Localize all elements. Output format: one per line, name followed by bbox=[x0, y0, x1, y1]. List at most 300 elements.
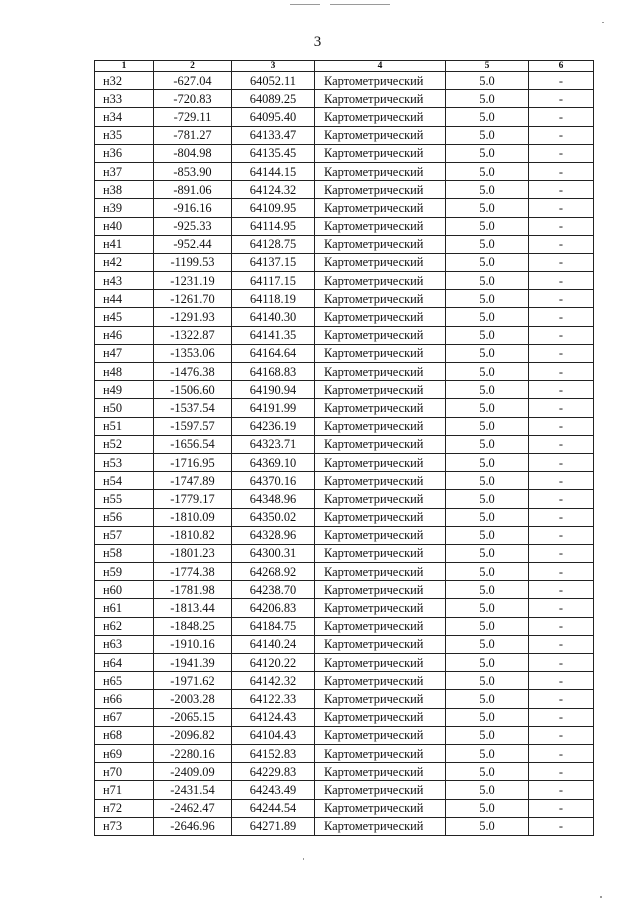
table-row bbox=[95, 199, 594, 217]
point-id-cell: н42 bbox=[95, 253, 154, 271]
method-cell: Картометрический bbox=[315, 672, 446, 690]
method-cell: Картометрический bbox=[315, 108, 446, 126]
point-id-cell: н38 bbox=[95, 181, 154, 199]
y-coordinate-cell: 64300.31 bbox=[232, 544, 315, 562]
note-cell: - bbox=[529, 563, 594, 581]
y-coordinate-cell: 64124.43 bbox=[232, 708, 315, 726]
point-id-cell: н54 bbox=[95, 472, 154, 490]
note-cell: - bbox=[529, 308, 594, 326]
table-row bbox=[95, 253, 594, 271]
y-coordinate-cell: 64238.70 bbox=[232, 581, 315, 599]
point-id-cell: н69 bbox=[95, 744, 154, 762]
y-coordinate-cell: 64152.83 bbox=[232, 744, 315, 762]
note-cell: - bbox=[529, 108, 594, 126]
y-coordinate-cell: 64089.25 bbox=[232, 90, 315, 108]
table-row bbox=[95, 381, 594, 399]
x-coordinate-cell: -2003.28 bbox=[154, 690, 232, 708]
method-cell: Картометрический bbox=[315, 235, 446, 253]
method-cell: Картометрический bbox=[315, 144, 446, 162]
accuracy-cell: 5.0 bbox=[446, 726, 529, 744]
accuracy-cell: 5.0 bbox=[446, 690, 529, 708]
method-cell: Картометрический bbox=[315, 453, 446, 471]
column-header-2: 2 bbox=[154, 61, 232, 72]
method-cell: Картометрический bbox=[315, 581, 446, 599]
y-coordinate-cell: 64133.47 bbox=[232, 126, 315, 144]
method-cell: Картометрический bbox=[315, 526, 446, 544]
column-header-4: 4 bbox=[315, 61, 446, 72]
method-cell: Картометрический bbox=[315, 90, 446, 108]
method-cell: Картометрический bbox=[315, 417, 446, 435]
y-coordinate-cell: 64191.99 bbox=[232, 399, 315, 417]
note-cell: - bbox=[529, 708, 594, 726]
x-coordinate-cell: -1291.93 bbox=[154, 308, 232, 326]
column-header-6: 6 bbox=[529, 61, 594, 72]
point-id-cell: н55 bbox=[95, 490, 154, 508]
method-cell: Картометрический bbox=[315, 217, 446, 235]
point-id-cell: н70 bbox=[95, 763, 154, 781]
note-cell: - bbox=[529, 162, 594, 180]
x-coordinate-cell: -891.06 bbox=[154, 181, 232, 199]
scan-mark-right bbox=[602, 22, 604, 23]
point-id-cell: н58 bbox=[95, 544, 154, 562]
x-coordinate-cell: -1597.57 bbox=[154, 417, 232, 435]
note-cell: - bbox=[529, 763, 594, 781]
point-id-cell: н52 bbox=[95, 435, 154, 453]
table-row bbox=[95, 781, 594, 799]
x-coordinate-cell: -1774.38 bbox=[154, 563, 232, 581]
accuracy-cell: 5.0 bbox=[446, 272, 529, 290]
note-cell: - bbox=[529, 817, 594, 835]
x-coordinate-cell: -1506.60 bbox=[154, 381, 232, 399]
table-row bbox=[95, 526, 594, 544]
y-coordinate-cell: 64140.30 bbox=[232, 308, 315, 326]
method-cell: Картометрический bbox=[315, 399, 446, 417]
x-coordinate-cell: -2280.16 bbox=[154, 744, 232, 762]
method-cell: Картометрический bbox=[315, 799, 446, 817]
note-cell: - bbox=[529, 581, 594, 599]
table-row bbox=[95, 599, 594, 617]
note-cell: - bbox=[529, 799, 594, 817]
x-coordinate-cell: -1810.82 bbox=[154, 526, 232, 544]
x-coordinate-cell: -2431.54 bbox=[154, 781, 232, 799]
accuracy-cell: 5.0 bbox=[446, 617, 529, 635]
table-row bbox=[95, 217, 594, 235]
y-coordinate-cell: 64114.95 bbox=[232, 217, 315, 235]
accuracy-cell: 5.0 bbox=[446, 435, 529, 453]
y-coordinate-cell: 64135.45 bbox=[232, 144, 315, 162]
table-row bbox=[95, 308, 594, 326]
point-id-cell: н64 bbox=[95, 654, 154, 672]
page-number: 3 bbox=[313, 34, 322, 50]
accuracy-cell: 5.0 bbox=[446, 581, 529, 599]
note-cell: - bbox=[529, 399, 594, 417]
note-cell: - bbox=[529, 654, 594, 672]
method-cell: Картометрический bbox=[315, 817, 446, 835]
accuracy-cell: 5.0 bbox=[446, 72, 529, 90]
accuracy-cell: 5.0 bbox=[446, 453, 529, 471]
note-cell: - bbox=[529, 363, 594, 381]
method-cell: Картометрический bbox=[315, 472, 446, 490]
note-cell: - bbox=[529, 781, 594, 799]
x-coordinate-cell: -1910.16 bbox=[154, 635, 232, 653]
note-cell: - bbox=[529, 290, 594, 308]
x-coordinate-cell: -2646.96 bbox=[154, 817, 232, 835]
point-id-cell: н57 bbox=[95, 526, 154, 544]
y-coordinate-cell: 64370.16 bbox=[232, 472, 315, 490]
table-row bbox=[95, 453, 594, 471]
y-coordinate-cell: 64190.94 bbox=[232, 381, 315, 399]
accuracy-cell: 5.0 bbox=[446, 508, 529, 526]
point-id-cell: н71 bbox=[95, 781, 154, 799]
point-id-cell: н67 bbox=[95, 708, 154, 726]
point-id-cell: н51 bbox=[95, 417, 154, 435]
accuracy-cell: 5.0 bbox=[446, 654, 529, 672]
note-cell: - bbox=[529, 381, 594, 399]
method-cell: Картометрический bbox=[315, 726, 446, 744]
point-id-cell: н60 bbox=[95, 581, 154, 599]
accuracy-cell: 5.0 bbox=[446, 344, 529, 362]
x-coordinate-cell: -925.33 bbox=[154, 217, 232, 235]
note-cell: - bbox=[529, 690, 594, 708]
point-id-cell: н65 bbox=[95, 672, 154, 690]
table-row bbox=[95, 690, 594, 708]
accuracy-cell: 5.0 bbox=[446, 381, 529, 399]
note-cell: - bbox=[529, 217, 594, 235]
note-cell: - bbox=[529, 617, 594, 635]
y-coordinate-cell: 64243.49 bbox=[232, 781, 315, 799]
accuracy-cell: 5.0 bbox=[446, 217, 529, 235]
method-cell: Картометрический bbox=[315, 781, 446, 799]
accuracy-cell: 5.0 bbox=[446, 363, 529, 381]
accuracy-cell: 5.0 bbox=[446, 708, 529, 726]
point-id-cell: н63 bbox=[95, 635, 154, 653]
point-id-cell: н32 bbox=[95, 72, 154, 90]
accuracy-cell: 5.0 bbox=[446, 635, 529, 653]
x-coordinate-cell: -1476.38 bbox=[154, 363, 232, 381]
note-cell: - bbox=[529, 599, 594, 617]
note-cell: - bbox=[529, 453, 594, 471]
point-id-cell: н45 bbox=[95, 308, 154, 326]
table-row bbox=[95, 508, 594, 526]
note-cell: - bbox=[529, 672, 594, 690]
method-cell: Картометрический bbox=[315, 508, 446, 526]
method-cell: Картометрический bbox=[315, 272, 446, 290]
accuracy-cell: 5.0 bbox=[446, 162, 529, 180]
point-id-cell: н72 bbox=[95, 799, 154, 817]
accuracy-cell: 5.0 bbox=[446, 235, 529, 253]
point-id-cell: н49 bbox=[95, 381, 154, 399]
method-cell: Картометрический bbox=[315, 381, 446, 399]
x-coordinate-cell: -1971.62 bbox=[154, 672, 232, 690]
point-id-cell: н50 bbox=[95, 399, 154, 417]
table-row bbox=[95, 90, 594, 108]
point-id-cell: н34 bbox=[95, 108, 154, 126]
method-cell: Картометрический bbox=[315, 435, 446, 453]
y-coordinate-cell: 64124.32 bbox=[232, 181, 315, 199]
x-coordinate-cell: -853.90 bbox=[154, 162, 232, 180]
y-coordinate-cell: 64328.96 bbox=[232, 526, 315, 544]
point-id-cell: н46 bbox=[95, 326, 154, 344]
method-cell: Картометрический bbox=[315, 599, 446, 617]
note-cell: - bbox=[529, 726, 594, 744]
method-cell: Картометрический bbox=[315, 690, 446, 708]
note-cell: - bbox=[529, 417, 594, 435]
note-cell: - bbox=[529, 126, 594, 144]
table-row bbox=[95, 435, 594, 453]
x-coordinate-cell: -1322.87 bbox=[154, 326, 232, 344]
note-cell: - bbox=[529, 181, 594, 199]
note-cell: - bbox=[529, 90, 594, 108]
point-id-cell: н33 bbox=[95, 90, 154, 108]
point-id-cell: н35 bbox=[95, 126, 154, 144]
table-row bbox=[95, 654, 594, 672]
table-row bbox=[95, 708, 594, 726]
table-row bbox=[95, 581, 594, 599]
point-id-cell: н40 bbox=[95, 217, 154, 235]
table-body bbox=[95, 72, 594, 836]
method-cell: Картометрический bbox=[315, 563, 446, 581]
note-cell: - bbox=[529, 635, 594, 653]
y-coordinate-cell: 64350.02 bbox=[232, 508, 315, 526]
method-cell: Картометрический bbox=[315, 290, 446, 308]
accuracy-cell: 5.0 bbox=[446, 599, 529, 617]
x-coordinate-cell: -1261.70 bbox=[154, 290, 232, 308]
y-coordinate-cell: 64168.83 bbox=[232, 363, 315, 381]
table-row bbox=[95, 363, 594, 381]
table-row bbox=[95, 617, 594, 635]
note-cell: - bbox=[529, 199, 594, 217]
x-coordinate-cell: -1747.89 bbox=[154, 472, 232, 490]
table-row bbox=[95, 399, 594, 417]
column-header-1: 1 bbox=[95, 61, 154, 72]
x-coordinate-cell: -2096.82 bbox=[154, 726, 232, 744]
method-cell: Картометрический bbox=[315, 744, 446, 762]
x-coordinate-cell: -1810.09 bbox=[154, 508, 232, 526]
method-cell: Картометрический bbox=[315, 72, 446, 90]
x-coordinate-cell: -2462.47 bbox=[154, 799, 232, 817]
x-coordinate-cell: -1231.19 bbox=[154, 272, 232, 290]
method-cell: Картометрический bbox=[315, 654, 446, 672]
y-coordinate-cell: 64141.35 bbox=[232, 326, 315, 344]
table-row bbox=[95, 417, 594, 435]
y-coordinate-cell: 64348.96 bbox=[232, 490, 315, 508]
accuracy-cell: 5.0 bbox=[446, 799, 529, 817]
scan-mark-top-left bbox=[290, 4, 320, 5]
table-row bbox=[95, 162, 594, 180]
method-cell: Картометрический bbox=[315, 344, 446, 362]
y-coordinate-cell: 64144.15 bbox=[232, 162, 315, 180]
y-coordinate-cell: 64164.64 bbox=[232, 344, 315, 362]
y-coordinate-cell: 64122.33 bbox=[232, 690, 315, 708]
accuracy-cell: 5.0 bbox=[446, 781, 529, 799]
accuracy-cell: 5.0 bbox=[446, 253, 529, 271]
accuracy-cell: 5.0 bbox=[446, 308, 529, 326]
x-coordinate-cell: -2409.09 bbox=[154, 763, 232, 781]
note-cell: - bbox=[529, 435, 594, 453]
table-row bbox=[95, 126, 594, 144]
y-coordinate-cell: 64140.24 bbox=[232, 635, 315, 653]
x-coordinate-cell: -1779.17 bbox=[154, 490, 232, 508]
scan-mark-bottom-right bbox=[600, 896, 602, 898]
accuracy-cell: 5.0 bbox=[446, 472, 529, 490]
coordinates-table bbox=[94, 60, 594, 836]
x-coordinate-cell: -952.44 bbox=[154, 235, 232, 253]
x-coordinate-cell: -1656.54 bbox=[154, 435, 232, 453]
method-cell: Картометрический bbox=[315, 708, 446, 726]
table-row bbox=[95, 799, 594, 817]
note-cell: - bbox=[529, 272, 594, 290]
method-cell: Картометрический bbox=[315, 635, 446, 653]
x-coordinate-cell: -916.16 bbox=[154, 199, 232, 217]
table-row bbox=[95, 563, 594, 581]
table-row bbox=[95, 726, 594, 744]
note-cell: - bbox=[529, 472, 594, 490]
y-coordinate-cell: 64244.54 bbox=[232, 799, 315, 817]
note-cell: - bbox=[529, 326, 594, 344]
accuracy-cell: 5.0 bbox=[446, 181, 529, 199]
accuracy-cell: 5.0 bbox=[446, 526, 529, 544]
accuracy-cell: 5.0 bbox=[446, 144, 529, 162]
table-row bbox=[95, 763, 594, 781]
method-cell: Картометрический bbox=[315, 253, 446, 271]
table-row bbox=[95, 235, 594, 253]
table-row bbox=[95, 672, 594, 690]
method-cell: Картометрический bbox=[315, 326, 446, 344]
table-row bbox=[95, 144, 594, 162]
y-coordinate-cell: 64117.15 bbox=[232, 272, 315, 290]
point-id-cell: н47 bbox=[95, 344, 154, 362]
y-coordinate-cell: 64268.92 bbox=[232, 563, 315, 581]
note-cell: - bbox=[529, 344, 594, 362]
x-coordinate-cell: -1813.44 bbox=[154, 599, 232, 617]
method-cell: Картометрический bbox=[315, 617, 446, 635]
y-coordinate-cell: 64229.83 bbox=[232, 763, 315, 781]
x-coordinate-cell: -729.11 bbox=[154, 108, 232, 126]
table-row bbox=[95, 490, 594, 508]
point-id-cell: н68 bbox=[95, 726, 154, 744]
y-coordinate-cell: 64095.40 bbox=[232, 108, 315, 126]
column-header-5: 5 bbox=[446, 61, 529, 72]
method-cell: Картометрический bbox=[315, 162, 446, 180]
point-id-cell: н59 bbox=[95, 563, 154, 581]
accuracy-cell: 5.0 bbox=[446, 326, 529, 344]
accuracy-cell: 5.0 bbox=[446, 544, 529, 562]
note-cell: - bbox=[529, 72, 594, 90]
table-row bbox=[95, 272, 594, 290]
accuracy-cell: 5.0 bbox=[446, 399, 529, 417]
accuracy-cell: 5.0 bbox=[446, 763, 529, 781]
point-id-cell: н48 bbox=[95, 363, 154, 381]
y-coordinate-cell: 64369.10 bbox=[232, 453, 315, 471]
method-cell: Картометрический bbox=[315, 126, 446, 144]
y-coordinate-cell: 64104.43 bbox=[232, 726, 315, 744]
accuracy-cell: 5.0 bbox=[446, 490, 529, 508]
point-id-cell: н56 bbox=[95, 508, 154, 526]
table-row bbox=[95, 108, 594, 126]
scan-mark-top-right bbox=[330, 4, 390, 5]
y-coordinate-cell: 64137.15 bbox=[232, 253, 315, 271]
point-id-cell: н53 bbox=[95, 453, 154, 471]
point-id-cell: н66 bbox=[95, 690, 154, 708]
point-id-cell: н73 bbox=[95, 817, 154, 835]
y-coordinate-cell: 64052.11 bbox=[232, 72, 315, 90]
y-coordinate-cell: 64128.75 bbox=[232, 235, 315, 253]
note-cell: - bbox=[529, 544, 594, 562]
method-cell: Картометрический bbox=[315, 308, 446, 326]
x-coordinate-cell: -720.83 bbox=[154, 90, 232, 108]
y-coordinate-cell: 64142.32 bbox=[232, 672, 315, 690]
method-cell: Картометрический bbox=[315, 544, 446, 562]
x-coordinate-cell: -1848.25 bbox=[154, 617, 232, 635]
x-coordinate-cell: -1353.06 bbox=[154, 344, 232, 362]
table-row bbox=[95, 817, 594, 835]
table-row bbox=[95, 181, 594, 199]
note-cell: - bbox=[529, 508, 594, 526]
x-coordinate-cell: -627.04 bbox=[154, 72, 232, 90]
table-row bbox=[95, 544, 594, 562]
accuracy-cell: 5.0 bbox=[446, 199, 529, 217]
note-cell: - bbox=[529, 235, 594, 253]
x-coordinate-cell: -1199.53 bbox=[154, 253, 232, 271]
table-row bbox=[95, 72, 594, 90]
point-id-cell: н39 bbox=[95, 199, 154, 217]
accuracy-cell: 5.0 bbox=[446, 744, 529, 762]
accuracy-cell: 5.0 bbox=[446, 126, 529, 144]
y-coordinate-cell: 64184.75 bbox=[232, 617, 315, 635]
table-row bbox=[95, 744, 594, 762]
accuracy-cell: 5.0 bbox=[446, 90, 529, 108]
note-cell: - bbox=[529, 526, 594, 544]
x-coordinate-cell: -1716.95 bbox=[154, 453, 232, 471]
y-coordinate-cell: 64323.71 bbox=[232, 435, 315, 453]
note-cell: - bbox=[529, 744, 594, 762]
method-cell: Картометрический bbox=[315, 490, 446, 508]
accuracy-cell: 5.0 bbox=[446, 563, 529, 581]
scan-mark-bottom bbox=[303, 858, 304, 860]
method-cell: Картометрический bbox=[315, 763, 446, 781]
point-id-cell: н36 bbox=[95, 144, 154, 162]
x-coordinate-cell: -781.27 bbox=[154, 126, 232, 144]
x-coordinate-cell: -1801.23 bbox=[154, 544, 232, 562]
point-id-cell: н62 bbox=[95, 617, 154, 635]
x-coordinate-cell: -1537.54 bbox=[154, 399, 232, 417]
method-cell: Картометрический bbox=[315, 199, 446, 217]
y-coordinate-cell: 64118.19 bbox=[232, 290, 315, 308]
note-cell: - bbox=[529, 253, 594, 271]
accuracy-cell: 5.0 bbox=[446, 290, 529, 308]
y-coordinate-cell: 64109.95 bbox=[232, 199, 315, 217]
point-id-cell: н37 bbox=[95, 162, 154, 180]
x-coordinate-cell: -1781.98 bbox=[154, 581, 232, 599]
point-id-cell: н61 bbox=[95, 599, 154, 617]
accuracy-cell: 5.0 bbox=[446, 417, 529, 435]
table-row bbox=[95, 290, 594, 308]
accuracy-cell: 5.0 bbox=[446, 108, 529, 126]
accuracy-cell: 5.0 bbox=[446, 817, 529, 835]
note-cell: - bbox=[529, 144, 594, 162]
point-id-cell: н41 bbox=[95, 235, 154, 253]
x-coordinate-cell: -804.98 bbox=[154, 144, 232, 162]
column-header-3: 3 bbox=[232, 61, 315, 72]
table-header-row bbox=[95, 61, 594, 72]
note-cell: - bbox=[529, 490, 594, 508]
table-row bbox=[95, 472, 594, 490]
point-id-cell: н44 bbox=[95, 290, 154, 308]
x-coordinate-cell: -2065.15 bbox=[154, 708, 232, 726]
accuracy-cell: 5.0 bbox=[446, 672, 529, 690]
table-row bbox=[95, 635, 594, 653]
y-coordinate-cell: 64271.89 bbox=[232, 817, 315, 835]
